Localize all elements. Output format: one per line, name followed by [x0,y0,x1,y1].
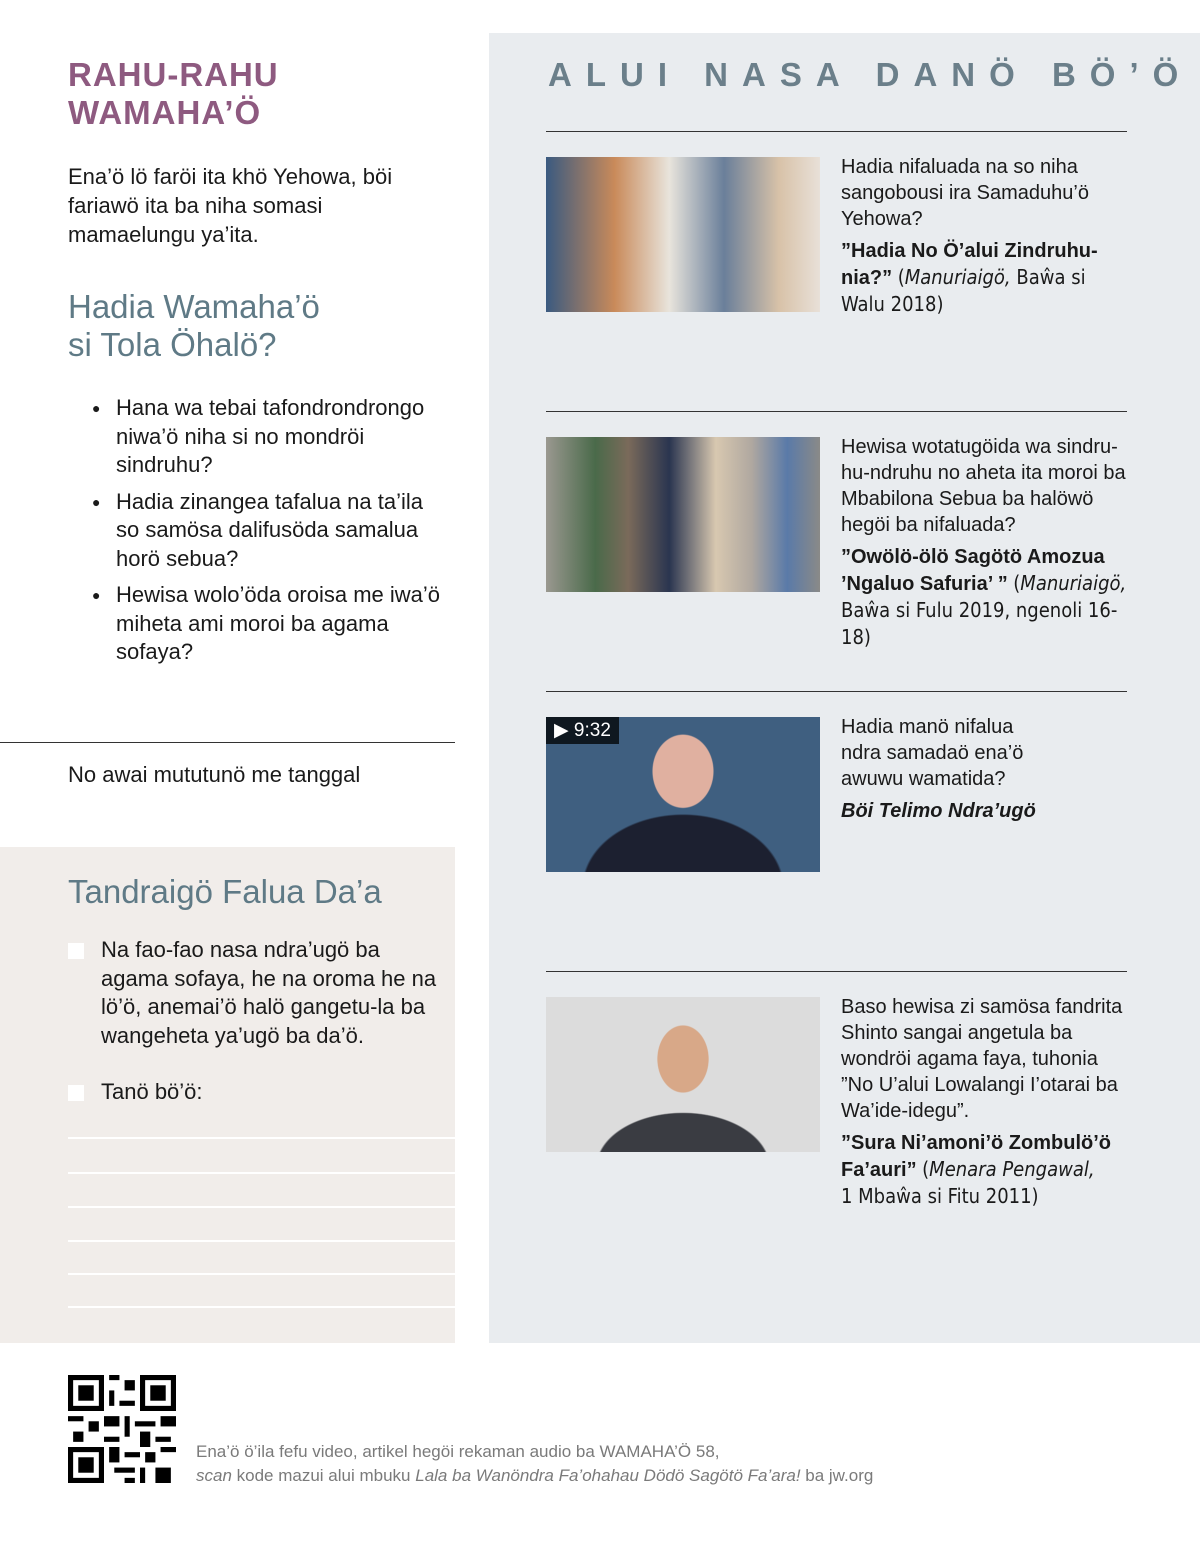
play-icon: ▶ [554,720,569,741]
publication: Menara Pengawal, [929,1157,1095,1181]
divider [546,691,1127,692]
item-question: Hadia nifaluada na so niha sangobousi ira Samaduhu’ö Yehowa? [841,156,1089,230]
intro-text: Ena’ö lö faröi ita khö Yehowa, böi fariawö ita ba niha somasi mamaelungu ya’ita. [68,164,393,247]
goal-heading: Tandraigö Falua Da’a [68,873,382,910]
write-line[interactable] [68,1137,455,1139]
goal-item: Na fao-fao nasa ndra’ugö ba agama sofaya, he na oroma he na lö’ö, anemai’ö halö gangetu-la ba wangeheta ya’ugö ba da’ö. [101,937,437,1048]
lesson-title [68,56,279,132]
article-title: ”Sura Ni’amoni’ö Zombulö’ö Fa’auri” [841,1132,1111,1181]
article-title: ”Owölö-ölö Sagötö Amozua ’Ngaluo Safuria’ ” [841,546,1105,595]
publication: Manuriaigö, [904,265,1011,289]
write-line[interactable] [68,1172,455,1174]
footer-link[interactable]: ba jw.org [800,1466,874,1485]
video-duration-badge [546,717,619,744]
qr-code-icon[interactable] [68,1375,176,1483]
item-4-text [841,994,1131,1210]
issue: 1 Mbaŵa si Fitu 2011) [841,1184,1039,1208]
issue: Baŵa si Walu 2018) [841,265,1086,316]
item-3-text [841,714,1131,824]
heading-line: Hadia Wamaha’ö [68,288,320,325]
speaker-video-thumbnail[interactable] [546,717,820,872]
article-title: ”Hadia No Ö’alui Zindruhu-nia?” [841,240,1098,289]
completion-date-note: No awai mututunö me tanggal [68,762,361,787]
divider [546,971,1127,972]
divider [0,742,455,743]
question-list [92,394,452,675]
footer-line: Ena’ö ö’ila fefu video, artikel hegöi rekaman audio ba WAMAHA’Ö 58, [196,1442,720,1461]
video-title: Böi Telimo Ndra’ugö [841,800,1036,822]
question-item: ● Hana wa tebai tafondrondrongo niwa’ö niha si no mondröi sindruhu? [92,394,452,480]
item-question: Baso hewisa zi samösa fandrita Shinto sangai angetula ba wondröi agama faya, tuhonia ”No U’alui Lowalangi I’otarai ba Wa’ide-idegu”. [841,996,1123,1122]
footer-line [196,1464,873,1488]
item-2-text [841,434,1131,651]
publication: Manuriaigö, [1020,571,1127,595]
divider [546,411,1127,412]
people-with-phones-photo[interactable] [546,157,820,312]
other-goal-checkbox[interactable] [68,1085,84,1101]
item-reference[interactable]: ”Sura Ni’amoni’ö Zombulö’ö Fa’auri” (Menara Pengawal, 1 Mbaŵa si Fitu 2011) [841,1132,1111,1208]
other-goal-label: Tanö bö’ö: [101,1079,203,1104]
item-question: Hadia manö nifalua ndra samadaö ena’ö awuwu wamatida? [841,716,1024,790]
panel-title: ALUI NASA DANÖ BÖ’Ö [548,56,1193,93]
goal-checkbox[interactable] [68,943,84,959]
title-line: WAMAHA’Ö [68,94,262,131]
item-question: Hewisa wotatugöida wa sindru-hu-ndruhu no aheta ita moroi ba Mbabilona Sebua ba halöwö hegöi ba nifaluada? [841,436,1126,536]
video-duration: 9:32 [573,720,611,741]
write-line[interactable] [68,1206,455,1208]
smiling-man-photo[interactable] [546,997,820,1152]
footer-mid: kode mazui alui mbuku [231,1466,416,1485]
write-line[interactable] [68,1240,455,1242]
footer-text [196,1440,873,1488]
street-witnessing-photo[interactable] [546,437,820,592]
heading-line: si Tola Öhalö? [68,326,277,363]
questions-heading [68,288,368,364]
item-reference[interactable]: ”Hadia No Ö’alui Zindruhu-nia?” (Manuriaigö, Baŵa si Walu 2018) [841,240,1098,316]
book-title: Lala ba Wanöndra Fa’ohahau Dödö Sagötö Fa’ara! [415,1466,801,1485]
title-line: RAHU-RAHU [68,56,279,93]
write-line[interactable] [68,1306,455,1308]
item-reference[interactable] [841,798,1131,824]
question-item: ● Hewisa wolo’öda oroisa me iwa’ö miheta ami moroi ba agama sofaya? [92,581,452,667]
issue: Baŵa si Fulu 2019, ngenoli 16-18) [841,598,1118,649]
divider [546,131,1127,132]
item-1-text [841,154,1131,318]
question-item: ● Hadia zinangea tafalua na ta’ila so samösa dalifusöda samalua horö sebua? [92,488,452,574]
footer-scan: scan [196,1466,232,1485]
item-reference[interactable]: ”Owölö-ölö Sagötö Amozua ’Ngaluo Safuria’ ” (Manuriaigö, Baŵa si Fulu 2019, ngenoli 16-18) [841,546,1127,649]
goal-box [0,847,455,1343]
write-line[interactable] [68,1273,455,1275]
